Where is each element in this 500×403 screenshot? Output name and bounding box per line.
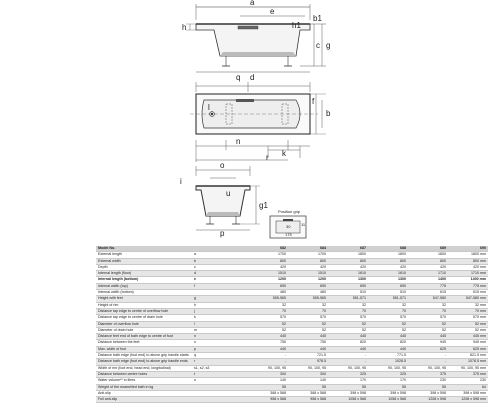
row-value: 445 <box>408 334 448 340</box>
row-value: 570 <box>328 315 368 321</box>
dim-label-g: g <box>326 41 331 50</box>
row-value: 1058 x 568 <box>328 397 368 403</box>
row-symbol: t <box>192 371 248 377</box>
table-header-model: Model No. <box>96 246 192 252</box>
row-symbol: l <box>192 321 248 327</box>
row-value: 230 <box>408 378 448 384</box>
row-value: 821.5 mm <box>448 353 488 359</box>
row-label: Internal width (top) <box>96 283 192 289</box>
row-value: 375 mm <box>448 371 488 377</box>
row-value: 90, 100, 95 <box>408 365 448 371</box>
row-symbol: a <box>192 252 248 258</box>
dim-label-h1: h1 <box>292 21 301 30</box>
end-section-view <box>196 166 260 230</box>
row-symbol: s1, s2, s3 <box>192 365 248 371</box>
row-value: 52 <box>288 327 328 333</box>
inset-dim-w: 30 <box>286 224 291 229</box>
row-value: 52 <box>248 327 288 333</box>
row-value: 368 x 568 <box>288 390 328 396</box>
row-value: 325 <box>328 371 368 377</box>
table-header-model-no: 684 <box>288 246 328 252</box>
row-value: 547-580 <box>408 296 448 302</box>
row-value: 800 <box>368 258 408 264</box>
row-value: 690 <box>248 283 288 289</box>
row-value: 1300 <box>368 277 408 283</box>
row-label: Internal width (bottom) <box>96 290 192 296</box>
row-value: 445 mm <box>448 334 488 340</box>
row-label: Diameter of overflow hole <box>96 321 192 327</box>
row-value: 52 <box>368 327 408 333</box>
row-value: 1610 <box>328 271 368 277</box>
row-value: - <box>408 353 448 359</box>
row-value: 398 x 598 mm <box>448 390 488 396</box>
row-value: 958 x 568 <box>288 397 328 403</box>
row-value: 1078.5 mm <box>448 359 488 365</box>
row-value: 555-565 <box>248 296 288 302</box>
row-value: 420 <box>368 264 408 270</box>
dim-label-c: c <box>316 41 320 50</box>
row-symbol: o <box>192 340 248 346</box>
row-label: Anti-slip <box>96 390 192 396</box>
row-value: 55 <box>328 384 368 390</box>
specification-table <box>96 246 488 403</box>
row-value: 551-571 <box>328 296 368 302</box>
row-value: 398 x 598 <box>368 390 408 396</box>
row-label: Distance between the feet <box>96 340 192 346</box>
row-value: 570 <box>288 315 328 321</box>
row-value: 420 <box>408 264 448 270</box>
dim-label-d: d <box>250 73 255 82</box>
row-value: 958 x 568 <box>248 397 288 403</box>
row-value: 570 mm <box>448 315 488 321</box>
row-value: 690 <box>288 283 328 289</box>
row-symbol: n <box>192 334 248 340</box>
row-value: 570 <box>368 315 408 321</box>
row-value: 1510 <box>248 271 288 277</box>
side-elevation-view <box>186 4 326 72</box>
row-label: Distance tap edge to centre of overflow hole <box>96 308 192 314</box>
row-value: 510 <box>328 290 368 296</box>
row-value: 325 <box>368 371 408 377</box>
row-label: Depth <box>96 264 192 270</box>
row-value: 440 <box>248 346 288 352</box>
row-label: Internal length (floor) <box>96 271 192 277</box>
row-value: 420 <box>288 264 328 270</box>
row-value: 820 <box>368 340 408 346</box>
row-label: Height with feet <box>96 296 192 302</box>
row-value: 420 mm <box>448 264 488 270</box>
row-value: 445 <box>328 334 368 340</box>
row-value: 721.5 <box>288 353 328 359</box>
row-value: 547-580 mm <box>448 296 488 302</box>
row-value: 52 <box>328 327 368 333</box>
row-value: - <box>328 353 368 359</box>
row-value: - <box>248 353 288 359</box>
row-value: 1610 <box>368 271 408 277</box>
row-value: 32 <box>408 302 448 308</box>
row-value: 1400 mm <box>448 277 488 283</box>
row-value: - <box>408 359 448 365</box>
row-value: 800 <box>248 258 288 264</box>
row-value: 52 mm <box>448 327 488 333</box>
row-symbol: p <box>192 346 248 352</box>
row-value: 1800 <box>368 252 408 258</box>
row-label: Height of rim <box>96 302 192 308</box>
row-value: 445 <box>248 334 288 340</box>
row-symbol: d <box>192 271 248 277</box>
table-header-model-no: 688 <box>368 246 408 252</box>
row-value: 625 mm <box>448 346 488 352</box>
row-value: 32 <box>328 302 368 308</box>
row-value: 800 <box>328 258 368 264</box>
row-value: 375 <box>408 371 448 377</box>
table-body <box>96 252 488 403</box>
row-value: 55 <box>368 384 408 390</box>
row-value: 70 <box>408 308 448 314</box>
row-value: 800 mm <box>448 258 488 264</box>
row-value: 90, 100, 95 <box>288 365 328 371</box>
row-label: External width <box>96 258 192 264</box>
dim-label-e: e <box>270 7 275 16</box>
dim-label-o: o <box>220 161 225 170</box>
row-value: 90, 100, 95 <box>248 365 288 371</box>
row-label: Distance bath edge (foot end) to above grip handle starts <box>96 353 192 359</box>
row-value: 300 <box>288 371 328 377</box>
row-value: 690 <box>368 283 408 289</box>
row-value: 368 x 568 <box>248 390 288 396</box>
row-value: 52 mm <box>448 321 488 327</box>
row-value: 775 <box>408 283 448 289</box>
row-value: 52 <box>328 321 368 327</box>
row-value: 551-571 <box>368 296 408 302</box>
row-value: 70 <box>288 308 328 314</box>
row-value: 440 <box>328 346 368 352</box>
row-value: 70 mm <box>448 308 488 314</box>
row-value: 52 <box>248 321 288 327</box>
row-value: 570 <box>408 315 448 321</box>
dim-label-p: p <box>220 229 225 238</box>
row-label: Distance between centre holes <box>96 371 192 377</box>
row-value: 52 <box>408 327 448 333</box>
row-value: 1710 mm <box>448 271 488 277</box>
row-symbol: r <box>192 359 248 365</box>
dim-label-u: u <box>226 189 231 198</box>
row-value: 1200 <box>288 277 328 283</box>
row-value: 52 <box>368 321 408 327</box>
row-value: 32 <box>288 302 328 308</box>
row-value: 750 <box>288 340 328 346</box>
row-value: 1700 <box>288 252 328 258</box>
dim-label-h: h <box>182 23 187 32</box>
row-value: 460 <box>288 290 328 296</box>
dim-label-b1: b1 <box>313 14 322 23</box>
row-value: 1058 x 568 <box>368 397 408 403</box>
row-value: 945 mm <box>448 340 488 346</box>
row-label: Max. width of foot <box>96 346 192 352</box>
plan-view <box>190 82 326 162</box>
row-value: 775 mm <box>448 283 488 289</box>
row-symbol: g <box>192 296 248 302</box>
row-value: 800 <box>288 258 328 264</box>
row-value: - <box>328 359 368 365</box>
row-label: Full anti-slip <box>96 397 192 403</box>
row-label: Internal length (bottom) <box>96 277 192 283</box>
row-value: 55 <box>288 384 328 390</box>
dim-label-a: a <box>250 0 255 7</box>
row-value: 1208 x 598 <box>408 397 448 403</box>
row-value: 820 <box>328 340 368 346</box>
row-value: 398 x 598 <box>408 390 448 396</box>
row-value: 55 <box>248 384 288 390</box>
table-header-model-no: 687 <box>328 246 368 252</box>
row-symbol: e <box>192 277 248 283</box>
row-value: 460 <box>248 290 288 296</box>
row-symbol: u <box>192 378 248 384</box>
row-value: 420 <box>248 264 288 270</box>
row-value: 1800 mm <box>448 252 488 258</box>
row-symbol: k <box>192 315 248 321</box>
row-value: 510 <box>368 290 408 296</box>
row-value: 32 <box>248 302 288 308</box>
row-value: 90, 100, 95 <box>368 365 408 371</box>
dim-label-k: k <box>282 149 286 158</box>
row-value: 615 <box>408 290 448 296</box>
row-value: 420 <box>328 264 368 270</box>
row-label: Distance feet end of bath edge to centre of foot <box>96 334 192 340</box>
row-value: 140 <box>248 378 288 384</box>
row-value: 690 <box>328 283 368 289</box>
row-value: 945 <box>408 340 448 346</box>
row-symbol: b <box>192 258 248 264</box>
table-header-model-no: 689 <box>408 246 448 252</box>
row-symbol: m <box>192 327 248 333</box>
row-value: 555-565 <box>288 296 328 302</box>
row-value: 625 <box>408 346 448 352</box>
row-value: 445 <box>368 334 408 340</box>
row-symbol: c <box>192 264 248 270</box>
dim-label-i: i <box>180 177 182 186</box>
row-value: 32 mm <box>448 302 488 308</box>
row-value: 70 <box>368 308 408 314</box>
row-value: 1800 <box>408 252 448 258</box>
row-value: 398 x 598 <box>328 390 368 396</box>
row-label: Weight of the enamelled bath in kg <box>96 384 192 390</box>
row-value: 90, 100, 95 mm <box>448 365 488 371</box>
row-label: Water volume** in litres <box>96 378 192 384</box>
row-value: 32 <box>368 302 408 308</box>
row-label: External length <box>96 252 192 258</box>
row-value: 64 <box>448 384 488 390</box>
row-value: 52 <box>288 321 328 327</box>
row-value: 140 <box>288 378 328 384</box>
row-value: 1200 <box>248 277 288 283</box>
row-symbol: h <box>192 302 248 308</box>
inset-dim-d: 175 <box>285 232 292 237</box>
row-value: 1300 <box>328 277 368 283</box>
table-header-model-no: 682 <box>248 246 288 252</box>
row-value: 170 <box>328 378 368 384</box>
inset-title: Position grip <box>278 209 301 214</box>
dim-label-n: n <box>236 137 241 146</box>
row-value: 771.5 <box>368 353 408 359</box>
row-symbol: j <box>192 308 248 314</box>
row-value: 978.5 <box>288 359 328 365</box>
row-value: 1400 <box>408 277 448 283</box>
row-value: 170 <box>368 378 408 384</box>
dim-label-q: q <box>236 73 241 82</box>
dim-label-b: b <box>326 109 331 118</box>
row-value: 55 <box>408 384 448 390</box>
row-symbol: f <box>192 283 248 289</box>
row-label: Distance tap edge to centre of drain hole <box>96 315 192 321</box>
row-value: 230 <box>448 378 488 384</box>
row-value: - <box>248 359 288 365</box>
row-label: Width of rim (foot end, head end, longitudinal) <box>96 365 192 371</box>
row-value: 90, 100, 95 <box>328 365 368 371</box>
row-value: 1510 <box>288 271 328 277</box>
row-value: 70 <box>248 308 288 314</box>
table-header-model-no: 690 <box>448 246 488 252</box>
row-value: 440 <box>368 346 408 352</box>
row-value: 440 <box>288 346 328 352</box>
row-value: 615 mm <box>448 290 488 296</box>
row-value: 1700 <box>248 252 288 258</box>
row-value: 1710 <box>408 271 448 277</box>
row-value: 570 <box>248 315 288 321</box>
row-label: Diameter of drain hole <box>96 327 192 333</box>
dim-label-g1: g1 <box>259 201 268 210</box>
row-label: Distance bath edge (foot end) to above grip handle ends <box>96 359 192 365</box>
row-value: 1800 <box>328 252 368 258</box>
row-symbol: q <box>192 353 248 359</box>
dim-label-f: f <box>312 97 315 106</box>
dim-label-l: l <box>208 103 210 112</box>
row-value: 70 <box>328 308 368 314</box>
row-value: 445 <box>288 334 328 340</box>
row-value: 750 <box>248 340 288 346</box>
row-value: 52 <box>408 321 448 327</box>
row-value: 300 <box>248 371 288 377</box>
row-value: 800 <box>408 258 448 264</box>
row-value: 1028.5 <box>368 359 408 365</box>
inset-dim-h: 11 <box>301 222 306 227</box>
row-value: 1208 x 598 mm <box>448 397 488 403</box>
dim-label-r: r <box>266 153 269 162</box>
